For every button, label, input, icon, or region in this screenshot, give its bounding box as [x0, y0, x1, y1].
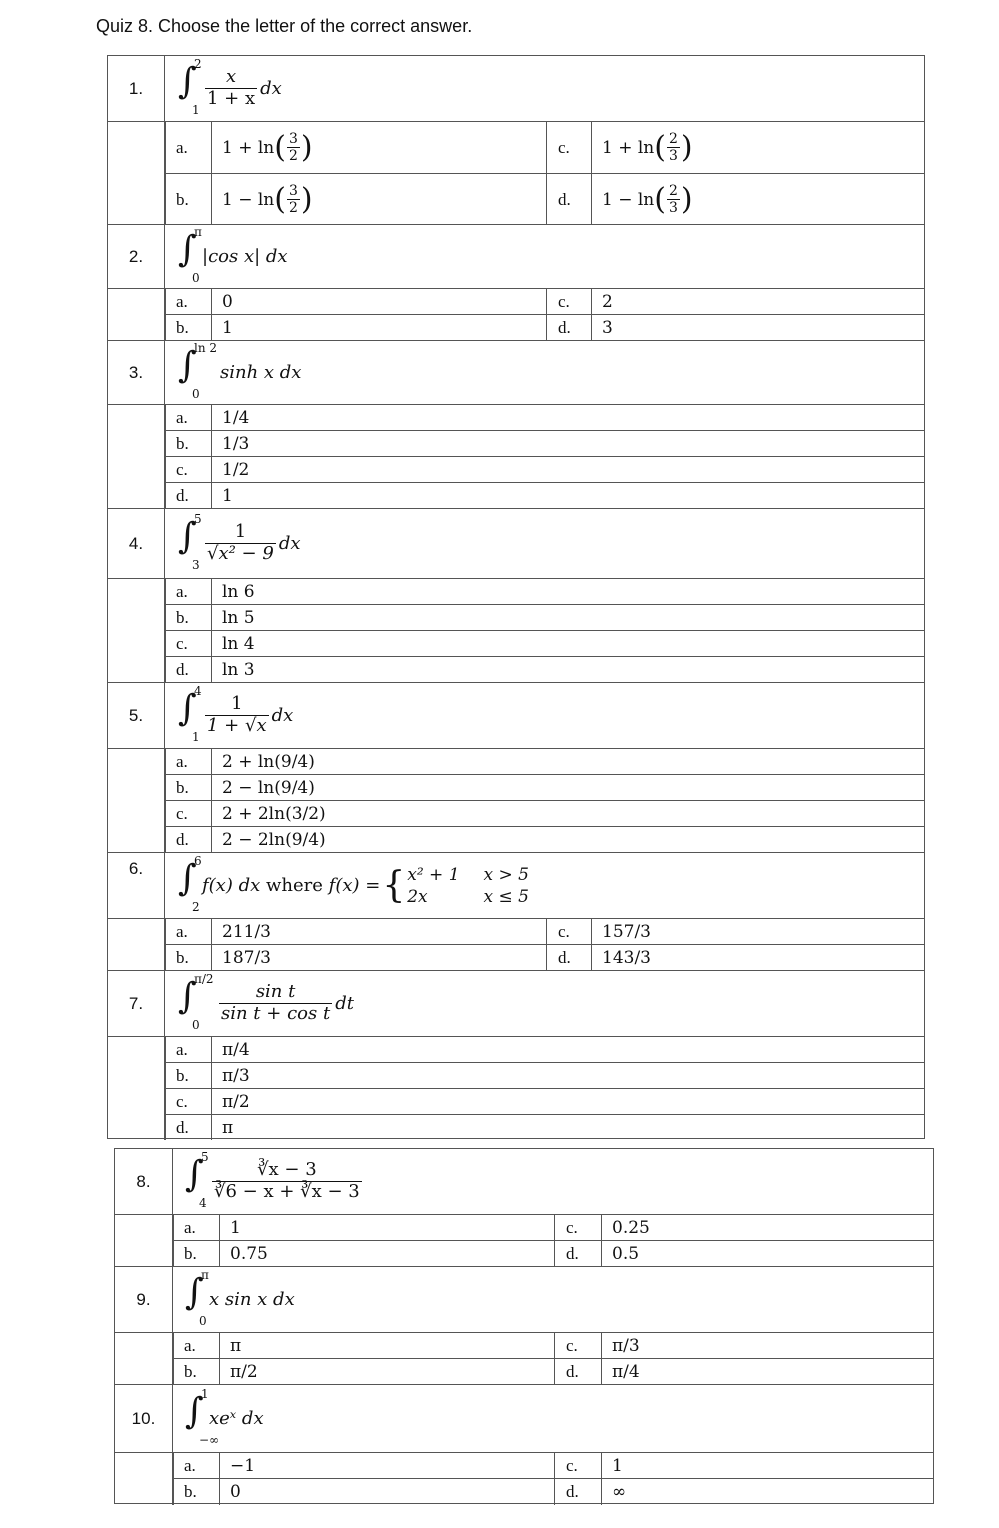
option-b[interactable]: 0.75 [230, 1244, 268, 1264]
piecewise-cases: x² + 1 x > 5 2x x ≤ 5 [407, 864, 529, 907]
option-b[interactable]: π/2 [230, 1362, 258, 1382]
options-7 [108, 1037, 924, 1140]
option-letter: d. [176, 830, 189, 849]
option-letter: d. [176, 660, 189, 679]
option-a[interactable]: −1 [230, 1455, 256, 1476]
options-8 [115, 1215, 933, 1267]
question-number: 10. [115, 1385, 173, 1452]
options-3 [108, 405, 924, 509]
option-d[interactable]: 0.5 [612, 1244, 640, 1264]
option-letter: a. [176, 137, 188, 157]
quiz-table-2 [114, 1148, 934, 1504]
question-6 [108, 853, 924, 919]
option-a[interactable]: 1 + ln ( $\frac{3}{2}$ ) [222, 129, 313, 165]
option-letter: c. [558, 921, 570, 941]
question-1 [108, 56, 924, 122]
question-5 [108, 683, 924, 749]
question-expression: ∫ π 0 |cos x| dx [178, 224, 288, 285]
option-a[interactable]: 0 [222, 291, 233, 312]
integral-sign: ∫ 4 1 [178, 683, 202, 744]
options-1 [108, 122, 924, 225]
option-a[interactable]: 211/3 [222, 921, 271, 942]
option-b[interactable]: π/3 [222, 1065, 250, 1086]
options-2 [108, 289, 924, 341]
option-letter: a. [184, 1335, 196, 1355]
option-c[interactable]: π/2 [222, 1091, 250, 1112]
option-d[interactable]: π [222, 1117, 234, 1138]
integral-sign: ∫ π 0 [178, 224, 202, 285]
option-c[interactable]: 2 + 2ln(3/2) [222, 803, 326, 824]
option-letter: a. [184, 1217, 196, 1237]
option-a[interactable]: ln 6 [222, 581, 255, 602]
question-expression: ∫ 1 −∞ xeˣ dx [185, 1386, 264, 1447]
question-expression: ∫ 5 3 $\frac{1}{\text{√x² − 9}}$ dx [178, 511, 301, 572]
question-10 [115, 1385, 933, 1453]
option-letter: a. [176, 751, 188, 771]
options-9 [115, 1333, 933, 1385]
option-c[interactable]: 2 [602, 291, 613, 312]
option-letter: c. [176, 803, 188, 823]
option-letter: d. [566, 1244, 579, 1263]
integral-sign: ∫ π/2 0 [178, 971, 214, 1032]
option-b[interactable]: ln 5 [222, 607, 255, 628]
integral-sign: ∫ 5 4 [185, 1149, 209, 1210]
option-a[interactable]: 2 + ln(9/4) [222, 751, 315, 772]
option-letter: d. [558, 189, 571, 209]
option-letter: d. [176, 486, 189, 505]
question-expression: ∫ π/2 0 $\frac{\text{sin t}}{\text{sin t + cos t}}$ dt [178, 971, 354, 1032]
option-c[interactable]: π/3 [612, 1335, 640, 1356]
question-number: 4. [108, 509, 165, 578]
option-letter: c. [176, 633, 188, 653]
option-letter: d. [558, 948, 571, 967]
option-d[interactable]: 3 [602, 318, 613, 338]
question-number: 8. [115, 1149, 173, 1214]
option-d[interactable]: 1 − ln ( $\frac{2}{3}$ ) [602, 181, 693, 217]
question-expression: ∫ 6 2 f(x) dx where f(x) = { x² + 1 x > 5 2x x ≤ 5 [178, 853, 529, 914]
option-letter: c. [176, 459, 188, 479]
option-b[interactable]: 0 [230, 1482, 241, 1502]
option-b[interactable]: 187/3 [222, 948, 271, 968]
option-letter: b. [176, 189, 189, 209]
question-3 [108, 341, 924, 405]
question-number: 3. [108, 341, 165, 404]
option-letter: c. [558, 291, 570, 311]
option-letter: b. [176, 948, 189, 967]
question-7 [108, 971, 924, 1037]
option-d[interactable]: π/4 [612, 1362, 640, 1382]
option-letter: a. [176, 407, 188, 427]
option-d[interactable]: ∞ [612, 1482, 627, 1502]
option-b[interactable]: 1/3 [222, 433, 250, 454]
option-a[interactable]: 1/4 [222, 407, 250, 428]
option-letter: d. [566, 1362, 579, 1381]
option-letter: b. [176, 777, 189, 797]
options-10 [115, 1453, 933, 1505]
integral-sign: ∫ ln 2 0 [178, 340, 218, 401]
option-letter: b. [184, 1362, 197, 1381]
option-letter: b. [176, 1065, 189, 1085]
option-letter: c. [558, 137, 570, 157]
option-b[interactable]: 2 − ln(9/4) [222, 777, 315, 798]
question-expression: ∫ ln 2 0 sinh x dx [178, 340, 302, 401]
option-d[interactable]: 1 [222, 486, 233, 506]
question-expression: ∫ 5 4 $\frac{∛x - 3}{∛6 - x + ∛x - 3}$ [185, 1149, 360, 1210]
quiz-title: Quiz 8. Choose the letter of the correct answer. [96, 16, 473, 36]
question-number: 6. [108, 853, 165, 918]
option-letter: a. [176, 921, 188, 941]
option-letter: b. [176, 607, 189, 627]
option-a[interactable]: 1 [230, 1217, 241, 1238]
option-letter: b. [184, 1482, 197, 1501]
option-c[interactable]: ln 4 [222, 633, 255, 654]
question-9 [115, 1267, 933, 1333]
options-4 [108, 579, 924, 683]
question-expression: ∫ 4 1 $\frac{1}{1 + √x}$ dx [178, 683, 294, 744]
option-c[interactable]: 157/3 [602, 921, 651, 942]
option-c[interactable]: 1 + ln ( $\frac{2}{3}$ ) [602, 129, 693, 165]
question-expression: ∫ π 0 x sin x dx [185, 1267, 295, 1328]
option-a[interactable]: π/4 [222, 1039, 250, 1060]
option-d[interactable]: 2 − 2ln(9/4) [222, 830, 326, 850]
option-letter: d. [558, 318, 571, 337]
integral-sign: ∫ 5 3 [178, 511, 202, 572]
option-c[interactable]: 0.25 [612, 1217, 650, 1238]
question-8 [115, 1149, 933, 1215]
option-b[interactable]: 1 − ln ( $\frac{3}{2}$ ) [222, 181, 313, 217]
option-d[interactable]: 143/3 [602, 948, 651, 968]
option-a[interactable]: π [230, 1335, 242, 1356]
question-4 [108, 509, 924, 579]
option-c[interactable]: 1/2 [222, 459, 250, 480]
option-letter: c. [566, 1335, 578, 1355]
integral-sign: ∫ π 0 [185, 1267, 209, 1328]
question-number: 5. [108, 683, 165, 748]
quiz-table-1 [107, 55, 925, 1139]
option-letter: b. [184, 1244, 197, 1263]
question-2 [108, 225, 924, 289]
option-letter: a. [176, 1039, 188, 1059]
option-letter: c. [566, 1217, 578, 1237]
options-6 [108, 919, 924, 971]
integral-sign: ∫ 1 −∞ [185, 1386, 220, 1447]
options-5 [108, 749, 924, 853]
question-number: 1. [108, 56, 165, 121]
option-letter: a. [184, 1455, 196, 1475]
option-letter: c. [176, 1091, 188, 1111]
question-number: 2. [108, 225, 165, 288]
option-letter: b. [176, 433, 189, 453]
option-d[interactable]: ln 3 [222, 660, 255, 680]
integral-sign: ∫ 2 1 [178, 56, 202, 117]
option-c[interactable]: 1 [612, 1455, 623, 1476]
question-number: 7. [108, 971, 165, 1036]
option-b[interactable]: 1 [222, 318, 233, 338]
option-letter: d. [176, 1117, 189, 1137]
integral-sign: ∫ 6 2 [178, 853, 202, 914]
option-letter: a. [176, 291, 188, 311]
option-letter: b. [176, 318, 189, 337]
question-number: 9. [115, 1267, 173, 1332]
option-letter: d. [566, 1482, 579, 1501]
option-letter: a. [176, 581, 188, 601]
option-letter: c. [566, 1455, 578, 1475]
question-expression: ∫ 2 1 $\frac{x}{1 + x}$ dx [178, 56, 282, 117]
